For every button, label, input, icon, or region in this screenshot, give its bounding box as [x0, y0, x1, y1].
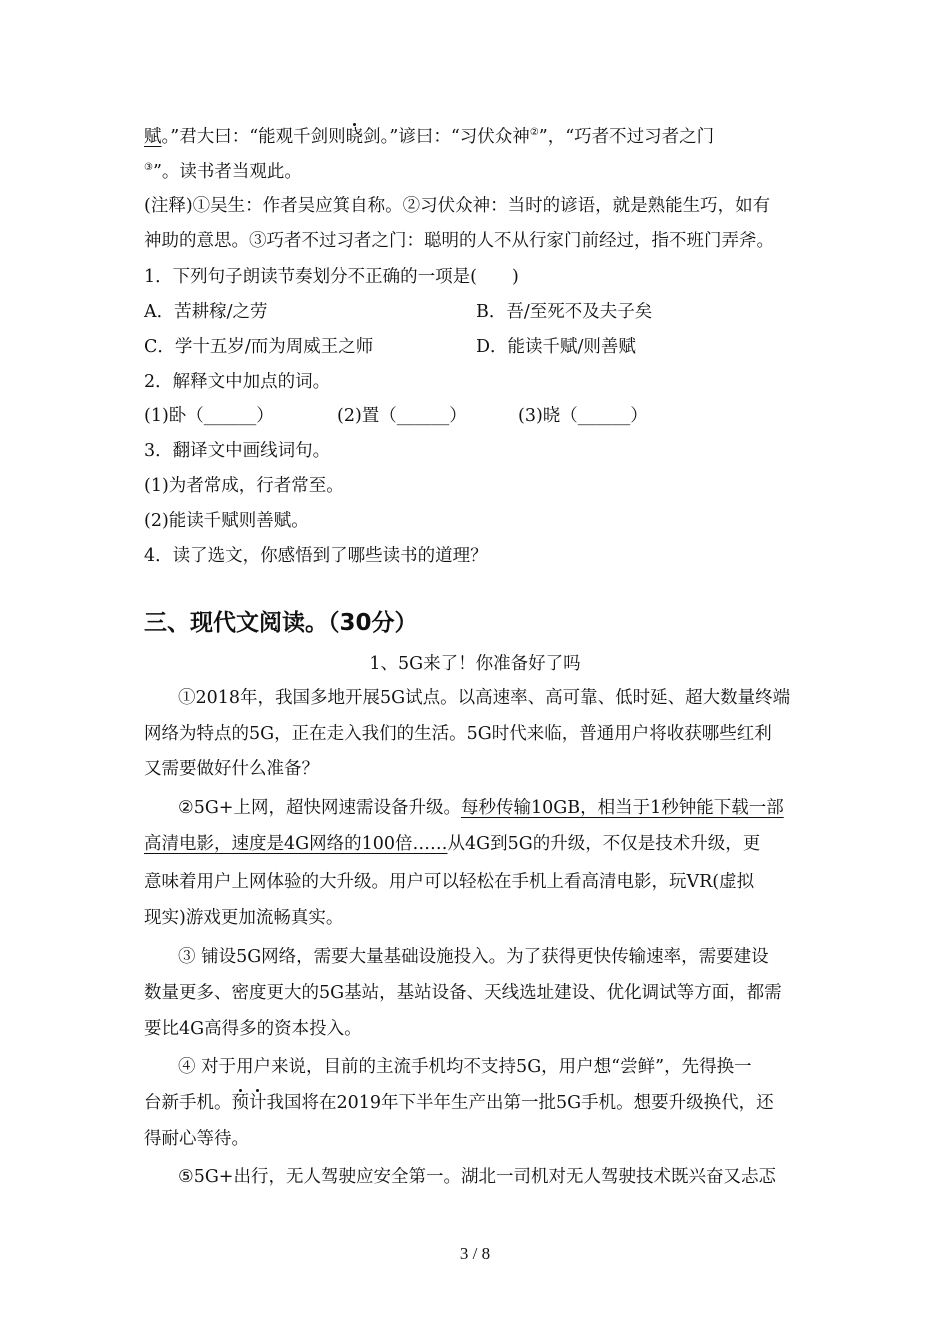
article-p2-line-1	[178, 796, 814, 820]
footnote-marker: ③	[144, 162, 153, 173]
text-span: 我国将在2019年下半年生产出第一批5G手机。想要升级换代，还	[266, 1093, 774, 1113]
section-heading: 三、现代文阅读。（30分）	[144, 610, 418, 636]
notes-line-2: 神助的意思。③巧者不过习者之门：聪明的人不从行家门前经过，指不班门弄斧。	[144, 231, 774, 251]
text-span: ”，“巧者不过习者之门	[538, 126, 715, 147]
text-span: 台新手机。	[144, 1093, 232, 1113]
article-p5-line-1: ⑤5G+出行，无人驾驶应安全第一。湖北一司机对无人驾驶技术既兴奋又忐忑	[178, 1167, 776, 1187]
article-title: 1、5G来了！你准备好了吗	[369, 654, 581, 674]
notes-line-1: (注释)①吴生：作者吴应箕自称。②习伏众神：当时的谚语，就是熟能生巧，如有	[144, 196, 771, 216]
option-d: D．能读千赋/则善赋	[476, 337, 636, 357]
article-p2-line-3: 意味着用户上网体验的大升级。用户可以轻松在手机上看高清电影，玩VR(虚拟	[144, 872, 755, 892]
underlined-word: 赋	[144, 126, 162, 147]
article-p4-line-3: 得耐心等待。	[144, 1129, 249, 1149]
underlined-sentence: 高清电影，速度是4G网络的100倍……	[144, 834, 448, 854]
article-p3-line-2: 数量更多、密度更大的5G基站，基站设备、天线选址建设、优化调试等方面，都需	[144, 983, 782, 1003]
text-span: 从4G到5G的升级，不仅是技术升级，更	[447, 834, 761, 854]
dotted-word: 计	[249, 1093, 267, 1113]
question-1: 1．下列句子朗读节奏划分不正确的一项是( )	[144, 267, 519, 287]
article-p3-line-3: 要比4G高得多的资本投入。	[144, 1019, 362, 1039]
question-4: 4．读了选文，你感悟到了哪些读书的道理？	[144, 546, 488, 566]
passage-line-2	[144, 156, 814, 184]
footnote-marker: ②	[529, 127, 539, 138]
blank-3: (3)晓（______）	[518, 406, 648, 426]
article-p2-line-2	[144, 832, 814, 856]
article-p4-line-1: ④ 对于用户来说，目前的主流手机均不支持5G，用户想“尝鲜”，先得换一	[178, 1057, 752, 1077]
question-3-item-2: (2)能读千赋则善赋。	[144, 511, 309, 531]
article-p4-line-2	[144, 1091, 814, 1115]
option-c: C．学十五岁/而为周威王之师	[144, 337, 374, 357]
blank-1: (1)卧（______）	[144, 406, 274, 426]
page-number: 3 / 8	[459, 1244, 491, 1263]
text-span: ②5G+上网，超快网速需设备升级。	[178, 798, 461, 818]
text-span: 剑。”谚曰：“习伏众神	[363, 126, 530, 147]
question-3: 3．翻译文中画线词句。	[144, 441, 331, 461]
option-a: A．苦耕稼/之劳	[144, 302, 268, 322]
underlined-sentence: 每秒传输10GB，相当于1秒钟能下载一部	[460, 798, 784, 818]
question-3-item-1: (1)为者常成，行者常至。	[144, 476, 344, 496]
article-p1-line-2: 网络为特点的5G，正在走入我们的生活。5G时代来临，普通用户将收获哪些红利	[144, 724, 772, 744]
blank-2: (2)置（______）	[337, 406, 467, 426]
passage-line-1	[144, 121, 814, 149]
dotted-word: 预	[231, 1093, 249, 1113]
text-span: ”。读书者当观此。	[152, 161, 302, 182]
dotted-word: 晓	[345, 126, 364, 147]
article-p1-line-3: 又需要做好什么准备？	[144, 759, 319, 779]
question-2: 2．解释文中加点的词。	[144, 372, 331, 392]
article-p2-line-4: 现实)游戏更加流畅真实。	[144, 908, 344, 928]
article-p1-line-1: ①2018年，我国多地开展5G试点。以高速率、高可靠、低时延、超大数量终端	[178, 688, 791, 708]
article-p3-line-1: ③ 铺设5G网络，需要大量基础设施投入。为了获得更快传输速率，需要建设	[178, 947, 769, 967]
option-b: B．吾/至死不及夫子矣	[476, 302, 653, 322]
text-span: 。”君大曰：“能观千剑则	[161, 126, 346, 147]
